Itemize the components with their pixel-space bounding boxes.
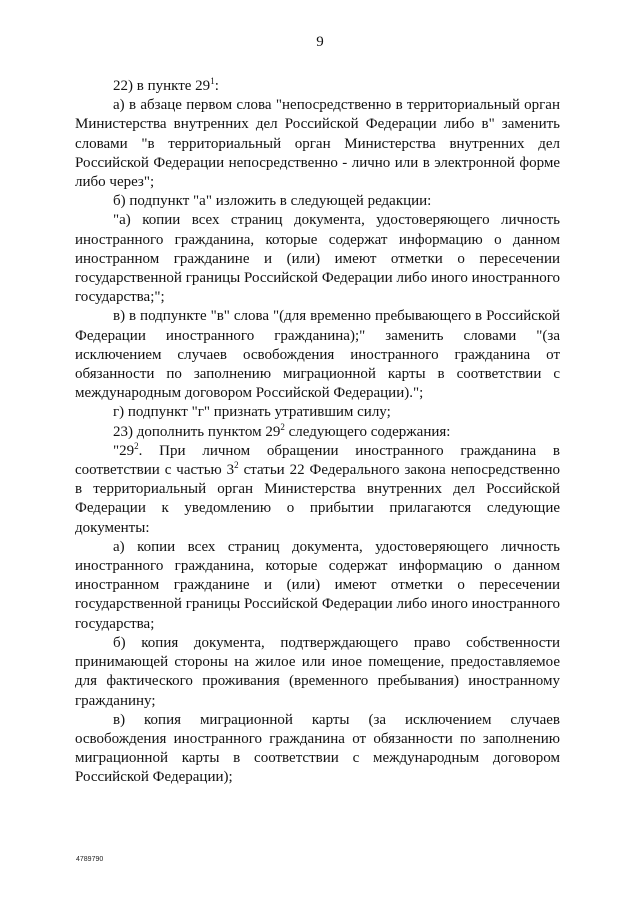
superscript: 2: [280, 421, 285, 432]
paragraph-23: [75, 423, 560, 442]
subparagraph-a: а) в абзаце первом слова "непосредственно в территориальный орган Министерства внутренних дел Российской Федерации либо в" заменить словами "в территориальный орган Министерства внутренних дел Российской Федерации непосредственно - лично или в электронной форме либо через";: [75, 97, 560, 191]
subparagraph-g: г) подпункт "г" признать утратившим силу;: [113, 404, 391, 421]
subparagraph-b-new-text: "а) копии всех страниц документа, удостоверяющего личность иностранного гражданина, которые содержат информацию о данном иностранном гражданине и (или) имеют отметки о пересечении государственной границы Российской Федерации либо иного иностранного государства;";: [75, 212, 560, 306]
paragraph-22: [75, 77, 560, 96]
document-body: [75, 77, 560, 788]
new-point-text: . При личном обращении иностранного гражданина в соответствии с частью 3: [75, 442, 560, 479]
new-point-tail: статьи 22 Федерального закона непосредственно в территориальный орган Министерства внутренних дел Российской Федерации к уведомлению о прибытии прилагаются следующие документы:: [75, 462, 560, 536]
document-item-v: в) копия миграционной карты (за исключением случаев освобождения иностранного гражданина от обязанности по заполнению миграционной карты в соответствии с международным договором Российской Федерации);: [75, 711, 560, 786]
paragraph-23-text: 23) дополнить пунктом 29: [113, 423, 281, 440]
document-item-b: б) копия документа, подтверждающего право собственности принимающей стороны на жилое или иное помещение, предоставляемое для фактического проживания (временного пребывания) иностранному гражданину;: [75, 634, 560, 709]
new-point-29-2: [75, 442, 560, 538]
subparagraph-b: б) подпункт "а" изложить в следующей редакции:: [113, 193, 432, 210]
page-number: 9: [316, 34, 324, 50]
document-item-a: а) копии всех страниц документа, удостоверяющего личность иностранного гражданина, которые содержат информацию о данном иностранном гражданине и (или) имеют отметки о пересечении государственной границы Российской Федерации либо иного иностранного государства;: [75, 538, 560, 632]
paragraph-23-tail: следующего содержания:: [284, 423, 451, 440]
paragraph-22-text: 22) в пункте 29: [113, 78, 211, 94]
new-point-number: "29: [113, 442, 135, 459]
paragraph-22-tail: :: [214, 78, 219, 94]
subparagraph-v: в) в подпункте "в" слова "(для временно пребывающего в Российской Федерации иностранного гражданина);" заменить словами "(за исключением случаев освобождения иностранного гражданина от обязанности по заполнению миграционной карты в соответствии с международным договором Российской Федерации).";: [75, 308, 560, 402]
superscript: 2: [134, 440, 139, 451]
superscript: 2: [234, 460, 239, 471]
document-code: 4789790: [76, 856, 104, 863]
superscript: 1: [210, 76, 215, 86]
